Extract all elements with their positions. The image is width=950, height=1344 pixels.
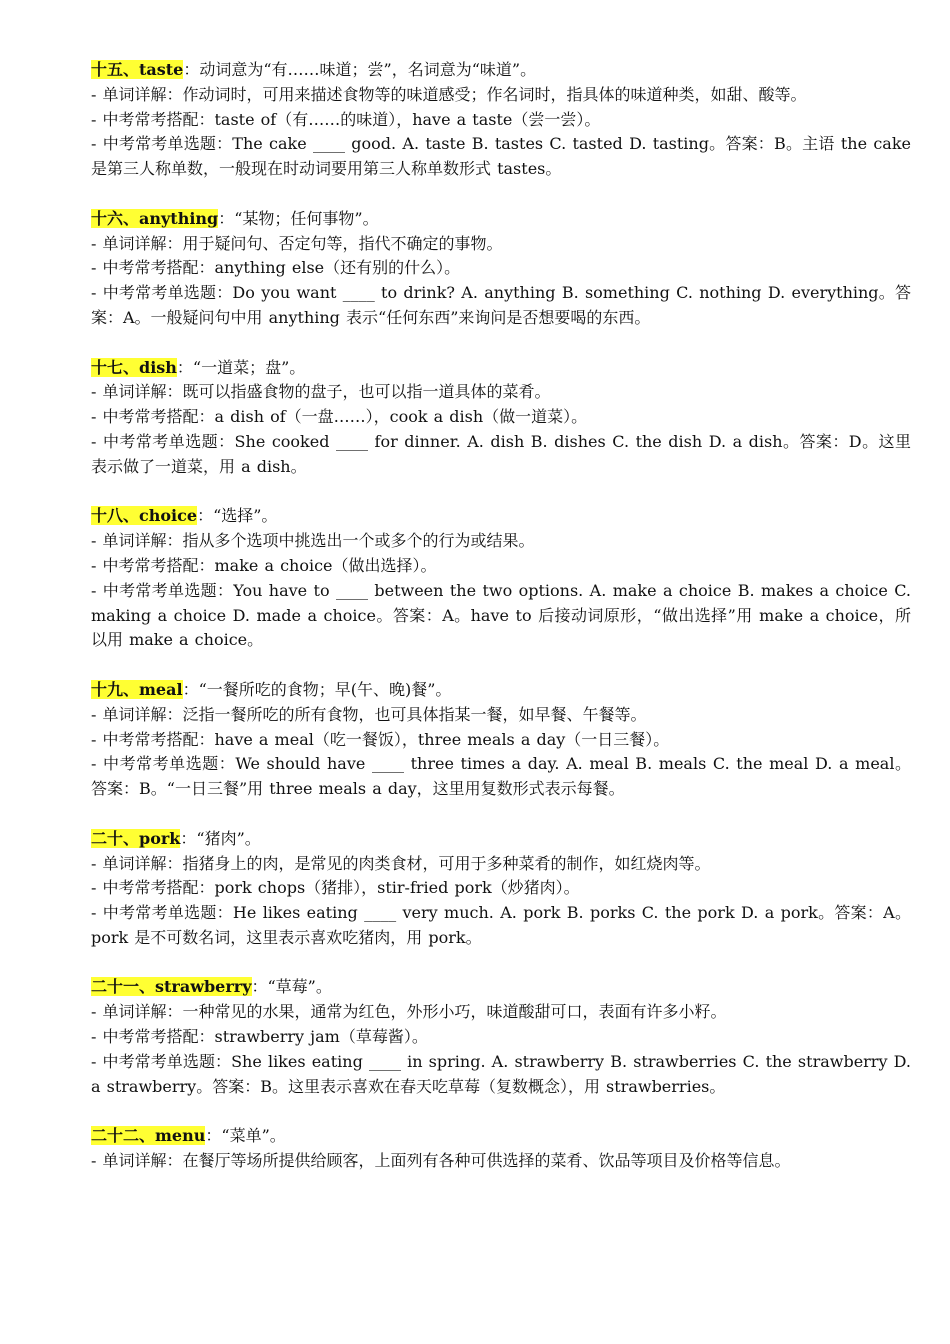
entry-title: 十九、meal	[91, 679, 183, 699]
word-detail: - 单词详解：作动词时，可用来描述食物等的味道感受；作名词时，指具体的味道种类，如甜、酸等。	[91, 84, 807, 104]
exam-question: - 中考常考单选题：She likes eating ____ in spring. A. strawberry B. strawberries C. the strawberry D. a strawberry。答案：B。这里表示喜欢在春天吃草莓（复数概念），用 strawberries。	[91, 1051, 911, 1096]
entry-heading	[91, 975, 911, 1000]
word-detail: - 单词详解：指从多个选项中挑选出一个或多个的行为或结果。	[91, 531, 535, 551]
common-collocation: - 中考常考搭配：anything else（还有别的什么）。	[91, 258, 461, 278]
exam-question: - 中考常考单选题：Do you want ____ to drink? A. anything B. something C. nothing D. everything。答案：A。一般疑问句中用 anything 表示“任何东西”来询问是否想要喝的东西。	[91, 283, 911, 327]
vocab-entry	[91, 827, 911, 951]
vocab-entry	[91, 207, 911, 331]
entry-heading	[91, 356, 911, 381]
word-detail: - 单词详解：用于疑问句、否定句等，指代不确定的事物。	[91, 233, 503, 253]
entry-heading	[91, 678, 911, 703]
entry-title: 十七、dish	[91, 357, 177, 377]
word-detail: - 单词详解：指猪身上的肉，是常见的肉类食材，可用于多种菜肴的制作，如红烧肉等。	[91, 853, 711, 873]
exam-question: - 中考常考单选题：We should have ____ three times a day. A. meal B. meals C. the meal D. a meal。答案：B。“一日三餐”用 three meals a day，这里用复数形式表示每餐。	[91, 754, 911, 799]
common-collocation: - 中考常考搭配：strawberry jam（草莓酱）。	[91, 1027, 428, 1047]
entry-meaning: ：动词意为“有……味道；尝”，名词意为“味道”。	[183, 60, 537, 79]
entry-title: 二十、pork	[91, 828, 181, 848]
vocab-entry	[91, 356, 911, 480]
common-collocation: - 中考常考搭配：a dish of（一盘……），cook a dish（做一道菜）。	[91, 407, 588, 427]
entry-heading	[91, 58, 911, 83]
entry-heading	[91, 504, 911, 529]
vocab-entry	[91, 504, 911, 653]
vocab-entry	[91, 975, 911, 1099]
entry-heading	[91, 827, 911, 852]
vocab-entry	[91, 1124, 911, 1174]
entry-meaning: ：“某物；任何事物”。	[218, 208, 379, 228]
word-detail: - 单词详解：既可以指盛食物的盘子，也可以指一道具体的菜肴。	[91, 382, 551, 402]
entry-heading	[91, 1124, 911, 1149]
entry-meaning: ：“草莓”。	[251, 977, 332, 997]
entry-meaning: ：“一餐所吃的食物；早(午、晚)餐”。	[182, 679, 452, 699]
entry-title: 十六、anything	[91, 208, 219, 228]
document-body	[91, 58, 911, 1199]
word-detail: - 单词详解：在餐厅等场所提供给顾客，上面列有各种可供选择的菜肴、饮品等项目及价格等信息。	[91, 1151, 791, 1171]
common-collocation: - 中考常考搭配：make a choice（做出选择）。	[91, 555, 437, 575]
common-collocation: - 中考常考搭配：have a meal（吃一餐饭），three meals a day（一日三餐）。	[91, 729, 670, 749]
entry-meaning: ：“菜单”。	[205, 1126, 286, 1146]
word-detail: - 单词详解：一种常见的水果，通常为红色，外形小巧，味道酸甜可口，表面有许多小籽。	[91, 1002, 727, 1022]
entry-heading	[91, 207, 911, 232]
exam-question: - 中考常考单选题：You have to ____ between the two options. A. make a choice B. makes a choice C. making a choice D. made a choice。答案：A。have to 后接动词原形，“做出选择”用 make a choice，所以用 make a choice。	[91, 580, 911, 650]
exam-question: - 中考常考单选题：He likes eating ____ very much. A. pork B. porks C. the pork D. a pork。答案：A。pork 是不可数名词，这里表示喜欢吃猪肉，用 pork。	[91, 903, 911, 947]
common-collocation: - 中考常考搭配：pork chops（猪排），stir-fried pork（炒猪肉）。	[91, 878, 580, 898]
vocab-entry	[91, 58, 911, 182]
entry-meaning: ：“一道菜；盘”。	[176, 357, 306, 377]
exam-question: - 中考常考单选题：She cooked ____ for dinner. A. dish B. dishes C. the dish D. a dish。答案：D。这里表示做了一道菜，用 a dish。	[91, 431, 911, 476]
word-detail: - 单词详解：泛指一餐所吃的所有食物，也可具体指某一餐，如早餐、午餐等。	[91, 704, 647, 724]
entry-meaning: ：“猪肉”。	[180, 828, 261, 848]
entry-title: 二十二、menu	[91, 1126, 206, 1146]
vocab-entry	[91, 678, 911, 802]
entry-title: 十八、choice	[91, 506, 198, 526]
entry-meaning: ：“选择”。	[197, 506, 278, 526]
common-collocation: - 中考常考搭配：taste of（有……的味道），have a taste（尝一尝）。	[91, 109, 601, 129]
exam-question: - 中考常考单选题：The cake ____ good. A. taste B. tastes C. tasted D. tasting。答案：B。主语 the cake 是第三人称单数，一般现在时动词要用第三人称单数形式 tastes。	[91, 134, 911, 179]
entry-title: 十五、taste	[91, 60, 184, 79]
entry-title: 二十一、strawberry	[91, 977, 252, 997]
